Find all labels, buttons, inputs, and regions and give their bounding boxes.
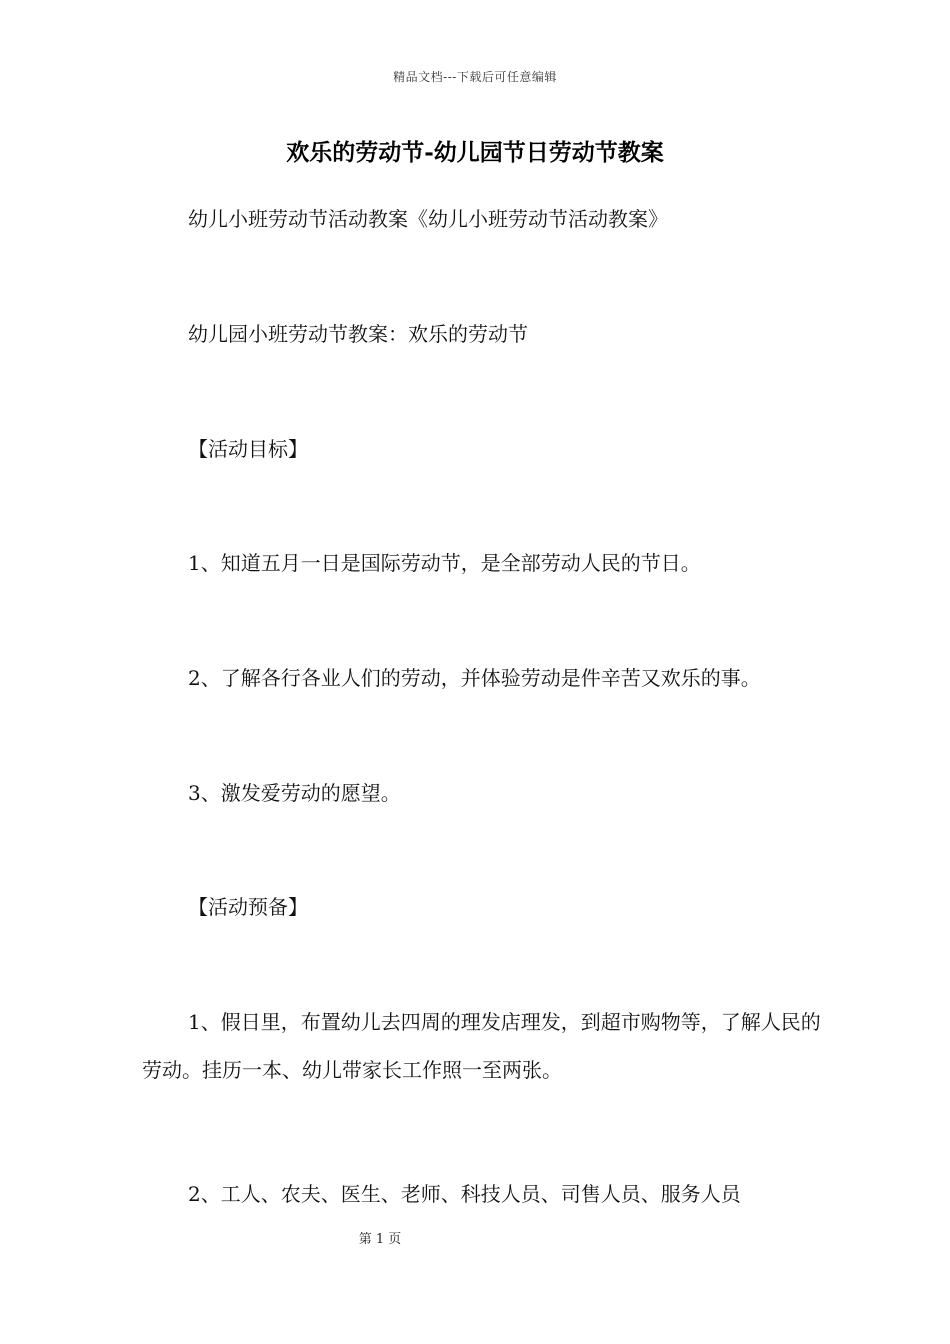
- header-note: 精品文档---下载后可任意编辑: [393, 70, 557, 84]
- page-number: 第 1 页: [358, 1232, 402, 1247]
- preparation-item-1: 1、假日里，布置幼儿去四周的理发店理发，到超市购物等，了解人民的劳动。挂历一本、幼儿带家长工作照一至两张。: [142, 1010, 821, 1082]
- paragraph-subtitle: 幼儿小班劳动节活动教案《幼儿小班劳动节活动教案》: [188, 207, 668, 231]
- document-title: 欢乐的劳动节-幼儿园节日劳动节教案: [286, 139, 664, 166]
- goal-item-2: 2、了解各行各业人们的劳动，并体验劳动是件辛苦又欢乐的事。: [188, 666, 761, 690]
- section-heading-preparation: 【活动预备】: [188, 895, 308, 919]
- paragraph-lesson-name: 幼儿园小班劳动节教案：欢乐的劳动节: [188, 322, 528, 346]
- goal-item-1: 1、知道五月一日是国际劳动节，是全部劳动人民的节日。: [188, 551, 701, 575]
- section-heading-goals: 【活动目标】: [188, 437, 308, 461]
- goal-item-3: 3、激发爱劳动的愿望。: [188, 781, 401, 805]
- preparation-item-2: 2、工人、农夫、医生、老师、科技人员、司售人员、服务人员: [188, 1182, 741, 1206]
